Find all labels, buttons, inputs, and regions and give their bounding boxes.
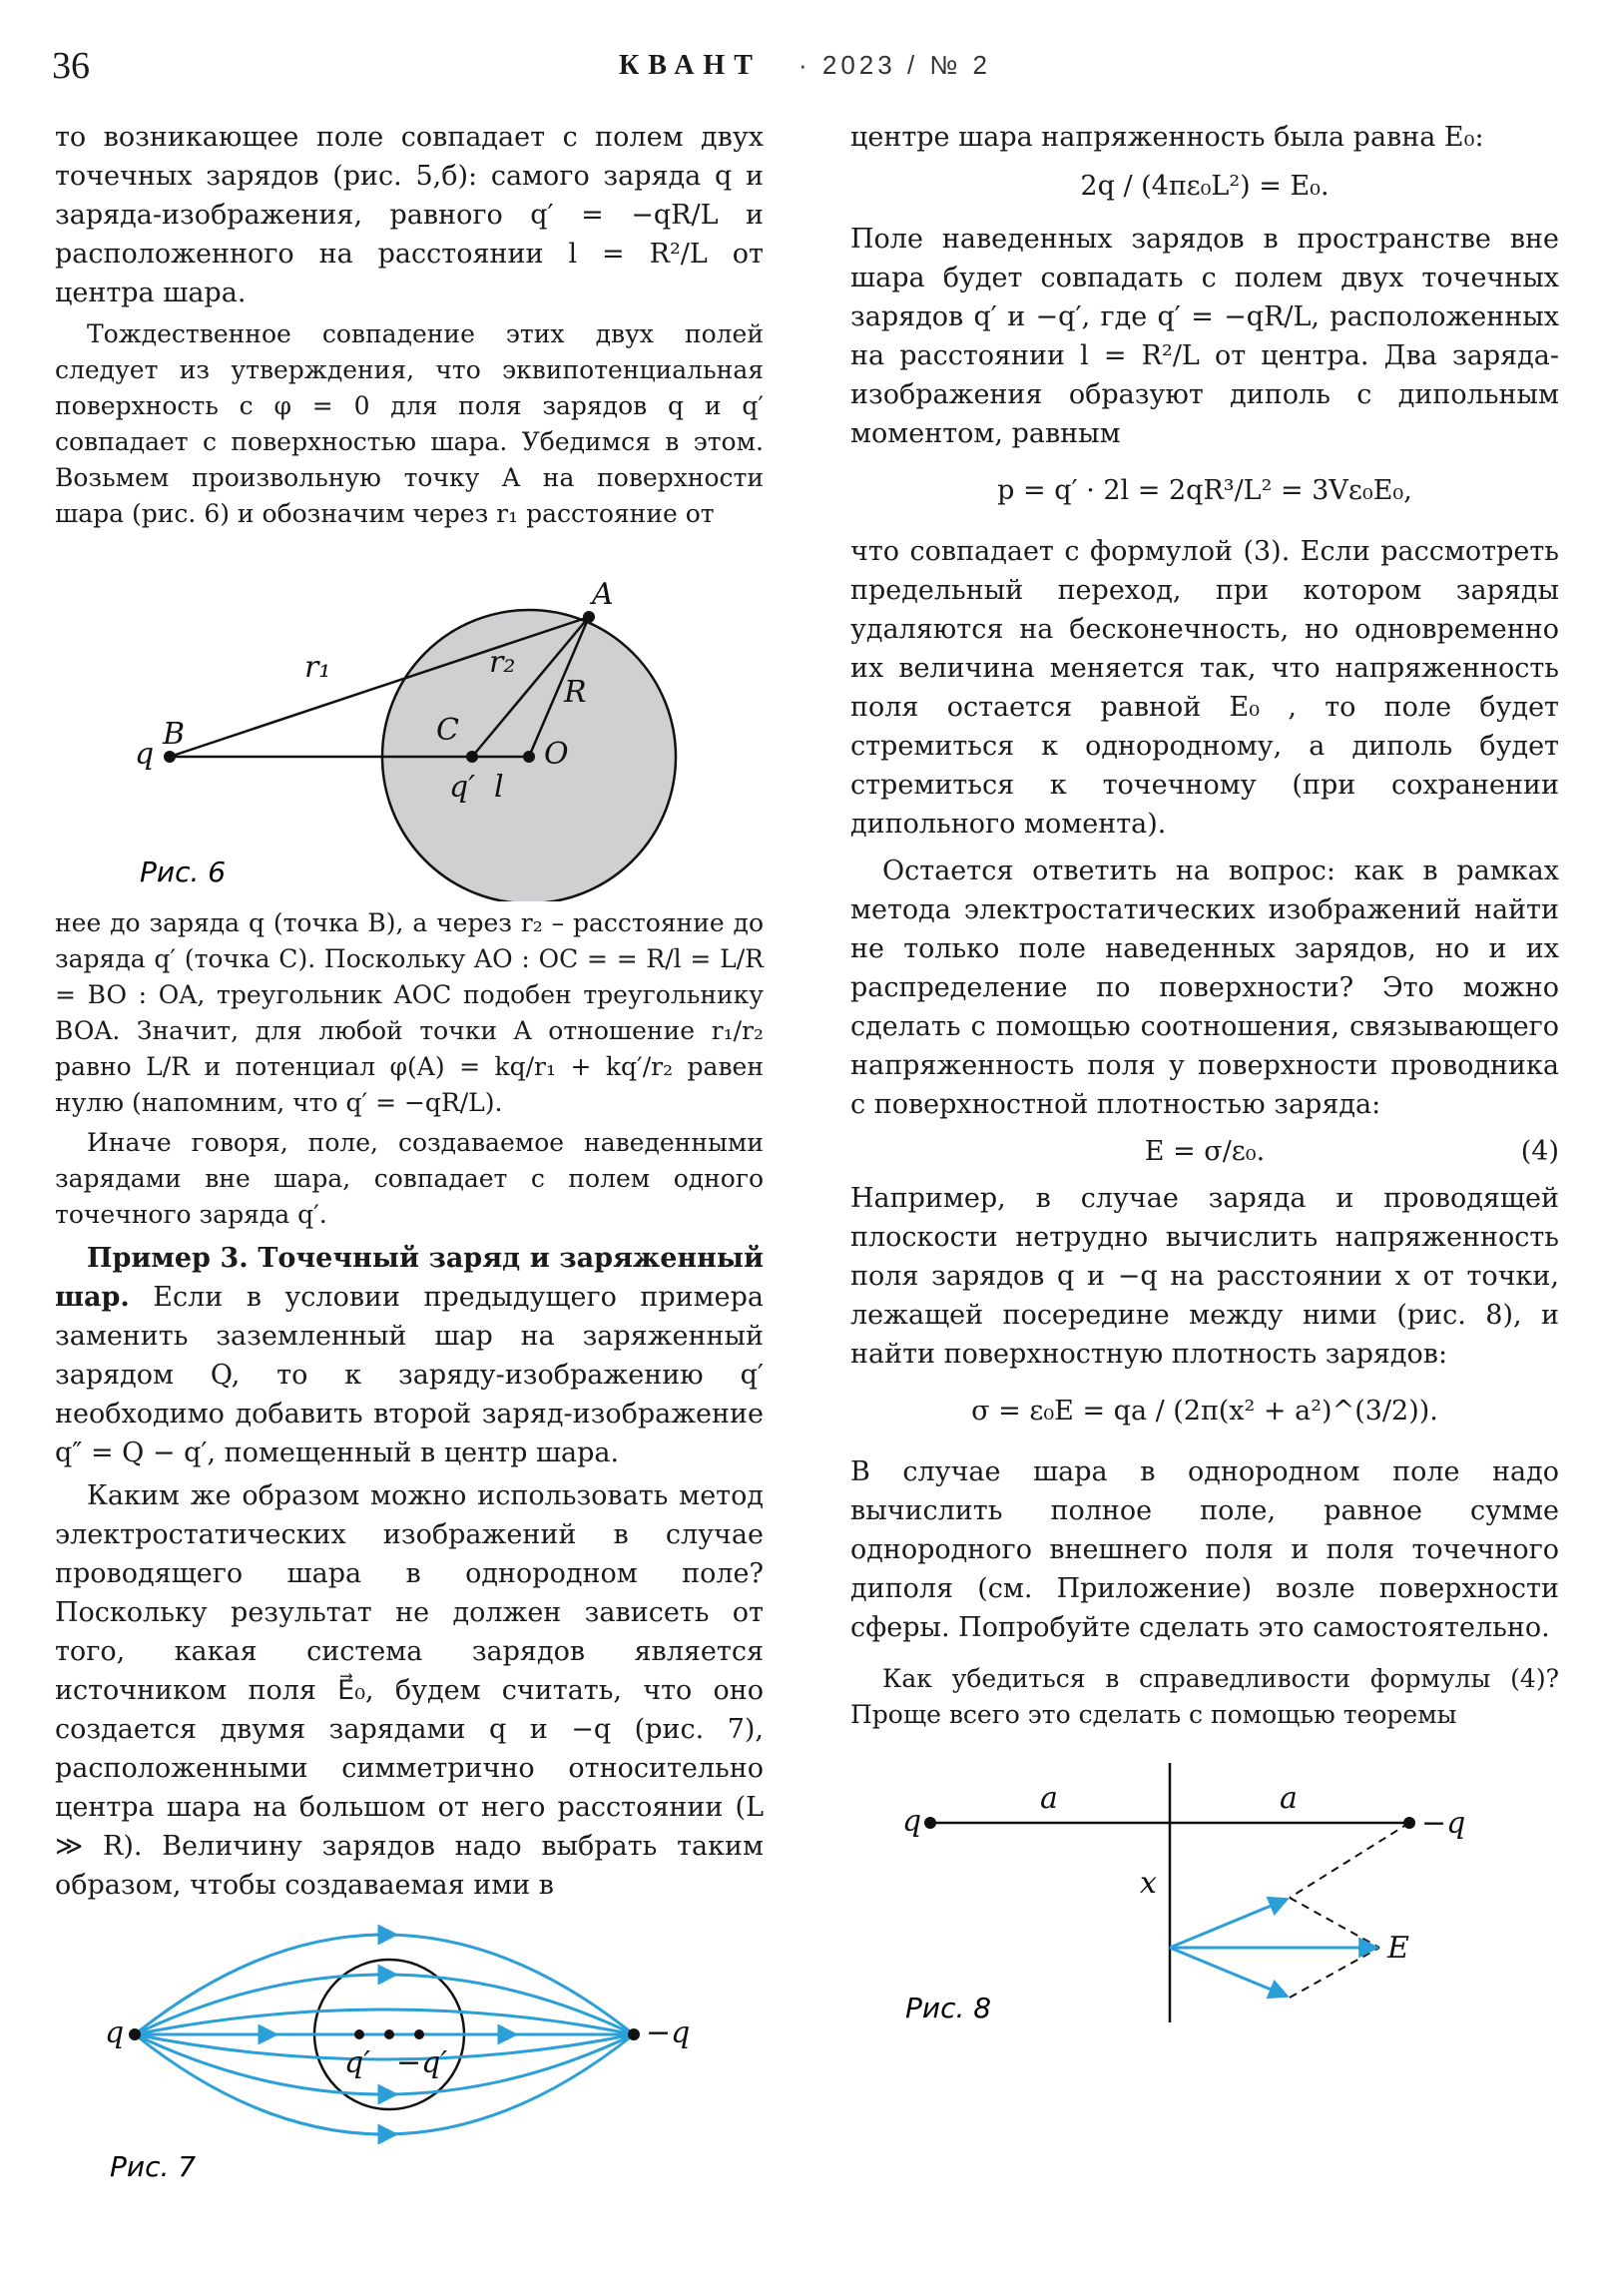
figure-7-caption: Рис. 7 [110, 2150, 197, 2183]
point-A [583, 611, 595, 623]
paragraph: Тождественное совпадение этих двух полей следует из утверждения, что эквипотенциальная поверхность с φ = 0 для поля зарядов q и q′ совпадает с поверхностью шара. Убедимся в этом. Возьмем произвольную точку A на поверхности шара (рис. 6) и обозначим через r₁ расстояние от [55, 319, 764, 528]
label-O: O [544, 737, 569, 772]
label-r1: r₁ [304, 650, 331, 685]
figure-7 [55, 1915, 764, 2189]
field-vector-minus [1170, 1948, 1286, 1996]
paragraph: то возникающее поле совпадает с полем двух точечных зарядов (рис. 5,б): самого заряда q и заряда-изображения, равного q′ = −qR/L и расположенного на расстоянии l = R²/L от центра шара. [55, 122, 764, 308]
label-a-right: a [1280, 1781, 1298, 1816]
paragraph: Остается ответить на вопрос: как в рамках метода электростатических изображений найти не только поле наведенных зарядов, но и их распределение по поверхности? Это можно сделать с помощью соотношения, связывающего напряженность поля у поверхности проводника с поверхностной плотностью заряда: [850, 856, 1559, 1120]
page-number: 36 [52, 45, 90, 87]
label-E: E [1387, 1931, 1409, 1966]
charge-minus-q [1403, 1817, 1415, 1829]
label-C: C [436, 713, 459, 748]
formula-4 [850, 1132, 1559, 1171]
charge-q [924, 1817, 936, 1829]
example-3-title: Пример 3. Точечный заряд и заряженный шар. [55, 1243, 764, 1313]
center-dot [384, 2029, 394, 2039]
left-column [55, 118, 764, 2189]
label-qprime: q′ [449, 770, 476, 805]
issue-label: · 2023 / № 2 [798, 50, 991, 80]
formula-surface-density: σ = ε₀E = qa / (2π(x² + a²)^(3/2)). [971, 1396, 1438, 1427]
charge-q [129, 2028, 141, 2040]
label-R: R [564, 675, 587, 710]
label-r2: r₂ [489, 645, 516, 680]
label-A: A [592, 577, 614, 612]
label-minus-q: −q [646, 2015, 691, 2050]
charge-minus-q [628, 2028, 640, 2040]
field-line [135, 2034, 634, 2059]
paragraph: Иначе говоря, поле, создаваемое наведенными зарядами вне шара, совпадает с полем одного точечного заряда q′. [55, 1128, 764, 1229]
paragraph: Например, в случае заряда и проводящей плоскости нетрудно вычислить напряженность поля зарядов q и −q на расстоянии x от точки, лежащей посередине между ними (рис. 8), и найти поверхностную плотность зарядов: [850, 1183, 1559, 1370]
paragraph [55, 1239, 764, 1472]
dashed-line [1290, 1823, 1409, 1898]
figure-6 [55, 532, 764, 901]
label-x: x [1140, 1866, 1157, 1901]
field-line [135, 2009, 634, 2034]
journal-title: КВАНТ [619, 50, 762, 81]
paragraph: центре шара напряженность была равна E₀: [850, 122, 1484, 153]
dashed-line [1290, 1948, 1379, 1998]
label-q: q [105, 2015, 125, 2050]
formula-dipole-moment: p = q′ · 2l = 2qR³/L² = 3Vε₀E₀, [997, 475, 1412, 506]
label-minus-q: −q [1421, 1806, 1466, 1841]
figure-8-caption: Рис. 8 [905, 1992, 992, 2024]
paragraph: Каким же образом можно использовать метод электростатических изображений в случае проводящего шара в однородном поле? Поскольку результат не должен зависеть от того, какая система зарядов является источником поля E⃗₀, будем считать, что оно создается двумя зарядами q и −q (рис. 7), расположенными симметрично относительно центра шара на большом от него расстоянии (L ≫ R). Величину зарядов надо выбрать таким образом, чтобы создаваемая ими в [55, 1480, 764, 1901]
image-charge-qprime [354, 2029, 364, 2039]
paragraph: что совпадает с формулой (3). Если рассмотреть предельный переход, при котором заряды удаляются на бесконечность, но одновременно их величина меняется так, что напряженность поля остается равной E₀ , то поле будет стремиться к однородному, а диполь будет стремиться к точечному (при сохранении дипольного момента). [850, 536, 1559, 840]
label-q: q [902, 1804, 922, 1839]
field-line [135, 1935, 634, 2034]
label-qprime: q′ [344, 2045, 371, 2080]
figure-6-caption: Рис. 6 [140, 856, 227, 888]
label-l: l [494, 770, 504, 805]
field-vector-plus [1170, 1900, 1286, 1948]
formula-sigma-relation: E = σ/ε₀. [1144, 1136, 1266, 1167]
point-C [466, 751, 478, 763]
label-q: q [135, 737, 155, 772]
figure-8 [850, 1743, 1559, 2032]
image-charge-minus-qprime [414, 2029, 424, 2039]
example-3-text: Если в условии предыдущего примера заменить заземленный шар на заряженный зарядом Q, то к заряду-изображению q′ необходимо добавить второй заряд-изображение q″ = Q − q′, помещенный в центр шара. [55, 1282, 764, 1468]
field-line [135, 2034, 634, 2134]
paragraph: нее до заряда q (точка B), а через r₂ – расстояние до заряда q′ (точка C). Поскольку AO : OC = = R/l = L/R = BO : OA, треугольник AOC подобен треугольнику BOA. Значит, для любой точки A отношение r₁/r₂ равно L/R и потенциал φ(A) = kq/r₁ + kq′/r₂ равен нулю (напомним, что q′ = −qR/L). [55, 908, 764, 1117]
point-B [164, 751, 176, 763]
paragraph: Поле наведенных зарядов в пространстве вне шара будет совпадать с полем двух точечных зарядов q′ и −q′, где q′ = −qR/L, расположенных на расстоянии l = R²/L от центра. Два заряда-изображения образуют диполь с дипольным моментом, равным [850, 224, 1559, 449]
paragraph: В случае шара в однородном поле надо вычислить полное поле, равное сумме однородного внешнего поля и поля точечного диполя (см. Приложение) возле поверхности сферы. Попробуйте сделать это самостоятельно. [850, 1456, 1559, 1643]
paragraph: Как убедиться в справедливости формулы (4)? Проще всего это сделать с помощью теоремы [850, 1664, 1559, 1729]
label-minus-qprime: −q′ [396, 2045, 448, 2080]
point-O [523, 751, 535, 763]
equation-number: (4) [1520, 1136, 1559, 1167]
dashed-line [1290, 1898, 1379, 1948]
label-B: B [163, 717, 186, 752]
formula-e0: 2q / (4πε₀L²) = E₀. [1080, 171, 1330, 202]
right-column [850, 118, 1559, 2032]
label-a-left: a [1040, 1781, 1058, 1816]
